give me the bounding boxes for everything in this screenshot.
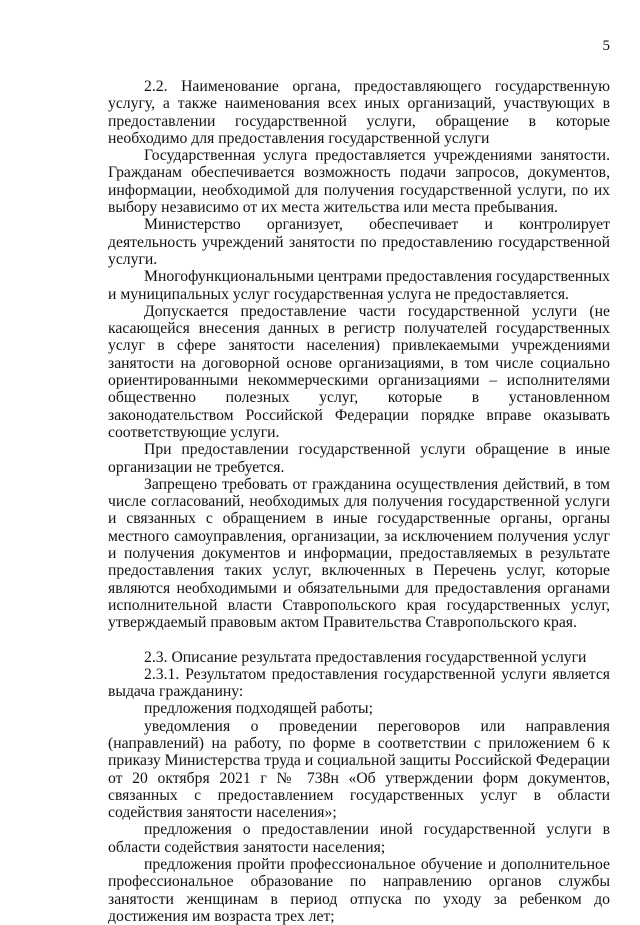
paragraph: Многофункциональными центрами предоставления государственных и муниципальных услуг государственная услуга не предоставляется. <box>108 268 610 303</box>
paragraph: При предоставлении государственной услуги обращение в иные организации не требуется. <box>108 441 610 476</box>
paragraph: Министерство организует, обеспечивает и контролирует деятельность учреждений занятости по предоставлению государственной услуги. <box>108 216 610 268</box>
section-heading: 2.2. Наименование органа, предоставляющего государственную услугу, а также наименования всех иных организаций, участвующих в предоставлении государственной услуги, обращение в которые необходимо для предоставления государственной услуги <box>108 78 610 147</box>
paragraph: Запрещено требовать от гражданина осуществления действий, в том числе согласований, необходимых для получения государственной услуги и связанных с обращением в иные государственные органы, органы местного самоуправления, организации, за исключением получения услуг и получения документов и информации, предоставляемых в результате предоставления таких услуг, включенных в Перечень услуг, которые являются необходимыми и обязательными для предоставления органами исполнительной власти Ставропольского края государственных услуг, утверждаемый правовым актом Правительства Ставропольского края. <box>108 475 610 632</box>
section-spacer <box>108 632 610 649</box>
paragraph: Допускается предоставление части государственной услуги (не касающейся внесения данных в регистр получателей государственных услуг в сфере занятости населения) привлекаемыми учреждениями занятости на договорной основе организациями, в том числе социально ориентированными некоммерческими организациями – исполнителями общественно полезных услуг, которые в установленном законодательством Российской Федерации порядке вправе оказывать соответствующие услуги. <box>108 302 610 441</box>
list-item: предложения пройти профессиональное обучение и дополнительное профессиональное образование по направлению органов службы занятости женщинам в период отпуска по уходу за ребенком до достижения им возраста трех лет; <box>108 856 610 925</box>
paragraph: 2.3.1. Результатом предоставления государственной услуги является выдача гражданину: <box>108 665 610 701</box>
document-body <box>108 78 610 925</box>
paragraph: Государственная услуга предоставляется учреждениями занятости. Гражданам обеспечивается возможность подачи запросов, документов, информации, необходимой для получения государственной услуги, по их выбору независимо от их места жительства или места пребывания. <box>108 147 610 217</box>
list-item: предложения подходящей работы; <box>144 700 373 718</box>
page-number: 5 <box>602 38 610 54</box>
list-item: предложения о предоставлении иной государственной услуги в области содействия занятости населения; <box>108 821 610 856</box>
list-item: уведомления о проведении переговоров или направления (направлений) на работу, по форме в соответствии с приложением 6 к приказу Министерства труда и социальной защиты Российской Федерации от 20 октября 2021 г № 738н «Об утверждении форм документов, связанных с предоставлением государственных услуг в области содействия занятости населения»; <box>108 717 610 822</box>
section-heading: 2.3. Описание результата предоставления государственной услуги <box>144 648 587 666</box>
